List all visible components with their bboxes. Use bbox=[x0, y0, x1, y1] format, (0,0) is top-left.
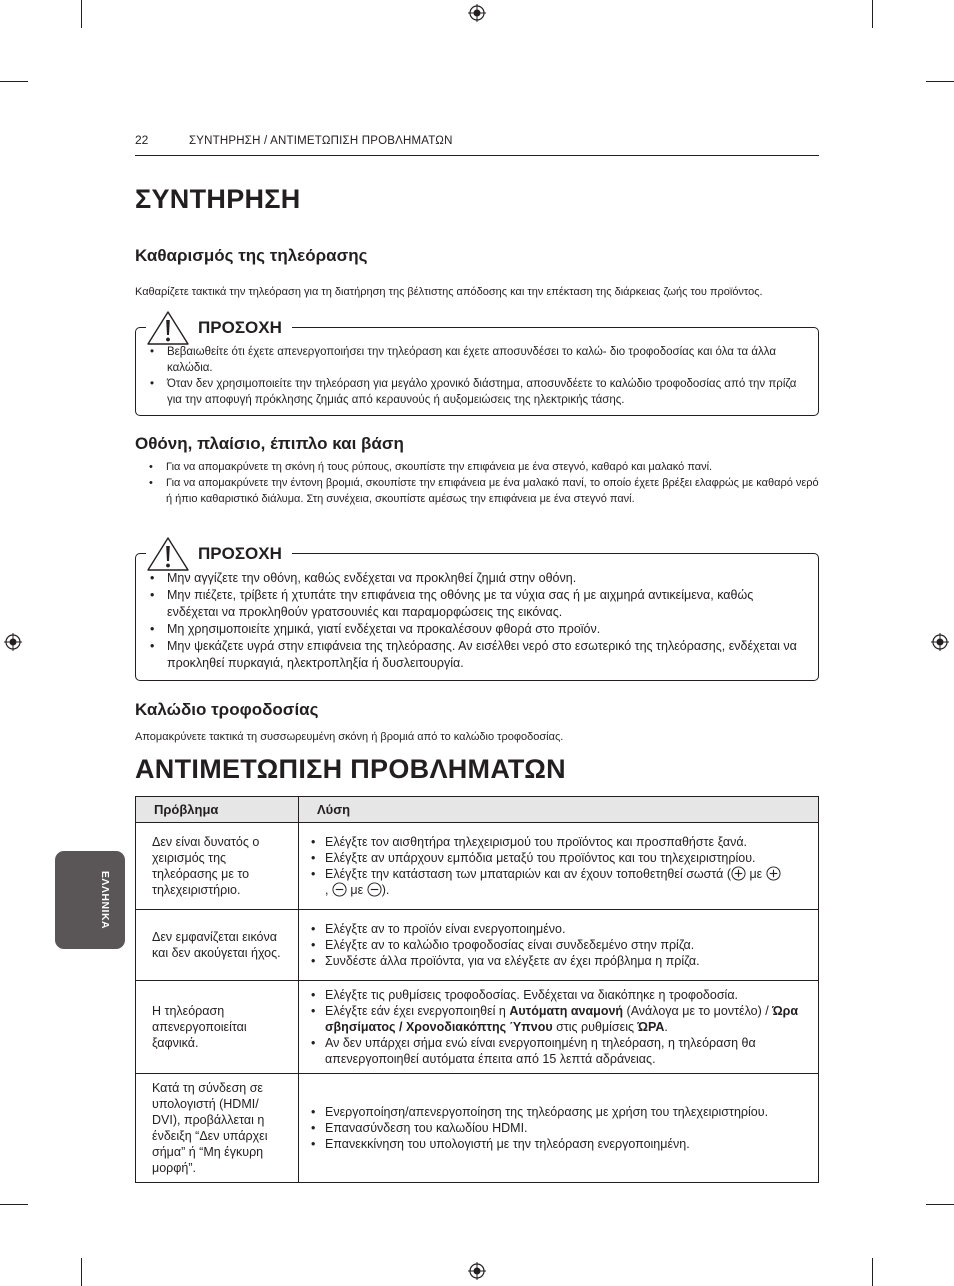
list-item: • Βεβαιωθείτε ότι έχετε απενεργοποιήσει την τηλεόραση και έχετε αποσυνδέσει το καλώ- διο τροφοδοσίας και όλα τα άλλα καλώδια. bbox=[150, 344, 806, 376]
maintenance-title: ΣΥΝΤΗΡΗΣΗ bbox=[135, 184, 301, 214]
page-number: 22 bbox=[135, 133, 149, 147]
language-tab-label: ΕΛΛΗΝΙΚΑ bbox=[99, 870, 111, 930]
list-item: • Ελέγξτε τον αισθητήρα τηλεχειρισμού του προϊόντος και προσπαθήστε ξανά. bbox=[311, 834, 808, 850]
caution-list bbox=[136, 554, 818, 680]
warning-triangle-icon bbox=[146, 310, 190, 346]
setting-name: Αυτόματη αναμονή bbox=[509, 1004, 624, 1018]
table-row bbox=[136, 823, 819, 910]
problem-cell: Η τηλεόραση απενεργοποιείται ξαφνικά. bbox=[136, 981, 299, 1074]
text-span: , bbox=[325, 883, 332, 897]
registration-mark-icon bbox=[468, 1262, 486, 1280]
crop-mark bbox=[0, 81, 28, 82]
solution-cell bbox=[299, 910, 819, 981]
warning-triangle-icon bbox=[146, 536, 190, 572]
screen-frame-list bbox=[135, 459, 819, 507]
text-span: ). bbox=[381, 883, 390, 897]
caution-label: ΠΡΟΣΟΧΗ bbox=[198, 318, 282, 337]
text-span: με bbox=[746, 867, 766, 881]
solution-cell bbox=[299, 823, 819, 910]
crop-mark bbox=[872, 0, 873, 28]
list-item: • Μην ψεκάζετε υγρά στην επιφάνεια της τηλεόρασης. Αν εισέλθει νερό στο εσωτερικό της τηλεόρασης, ενδέχεται να προκληθεί πυρκαγιά, ηλεκτροπληξία ή δυσλειτουργία. bbox=[150, 638, 806, 672]
solution-list bbox=[311, 987, 808, 1067]
text-span: Ελέγξτε την κατάσταση των μπαταριών και αν έχουν τοποθετηθεί σωστά ( bbox=[325, 867, 731, 881]
table-row bbox=[136, 981, 819, 1074]
list-item bbox=[311, 866, 808, 898]
registration-mark-icon bbox=[931, 633, 949, 651]
troubleshooting-table bbox=[135, 796, 819, 1183]
power-cord-heading: Καλώδιο τροφοδοσίας bbox=[135, 700, 319, 719]
power-cord-text: Απομακρύνετε τακτικά τη συσσωρευμένη σκόνη ή βρομιά από το καλώδιο τροφοδοσίας. bbox=[135, 731, 564, 743]
list-item: • Όταν δεν χρησιμοποιείτε την τηλεόραση για μεγάλο χρονικό διάστημα, αποσυνδέετε το καλώδιο τροφοδοσίας από την πρίζα για την αποφυγή πρόκλησης ζημιάς από κεραυνούς ή αυξομειώσεις της ηλεκτρικής τάσης. bbox=[150, 376, 806, 408]
crop-mark bbox=[0, 1204, 28, 1205]
caution-header bbox=[146, 308, 292, 348]
cleaning-heading: Καθαρισμός της τηλεόρασης bbox=[135, 246, 368, 265]
solution-cell bbox=[299, 1074, 819, 1183]
plus-terminal-icon bbox=[731, 866, 746, 881]
solution-cell bbox=[299, 981, 819, 1074]
language-tab bbox=[55, 851, 125, 949]
list-item: • Ελέγξτε αν το προϊόν είναι ενεργοποιημένο. bbox=[311, 921, 808, 937]
list-item: • Ελέγξτε τις ρυθμίσεις τροφοδοσίας. Ενδέχεται να διακόπηκε η τροφοδοσία. bbox=[311, 987, 808, 1003]
text-span: Ελέγξτε εάν έχει ενεργοποιηθεί η bbox=[325, 1004, 510, 1018]
solution-list bbox=[311, 834, 808, 898]
solution-list bbox=[311, 1104, 808, 1152]
caution-label: ΠΡΟΣΟΧΗ bbox=[198, 544, 282, 563]
list-item: • Επανεκκίνηση του υπολογιστή με την τηλεόραση ενεργοποιημένη. bbox=[311, 1136, 808, 1152]
minus-terminal-icon bbox=[332, 882, 347, 897]
list-item: • Συνδέστε άλλα προϊόντα, για να ελέγξετε αν έχει πρόβλημα η πρίζα. bbox=[311, 953, 808, 969]
header-divider bbox=[135, 155, 819, 156]
registration-mark-icon bbox=[468, 4, 486, 22]
list-item: • Για να απομακρύνετε τη σκόνη ή τους ρύπους, σκουπίστε την επιφάνεια με ένα στεγνό, καθαρό και μαλακό πανί. bbox=[135, 459, 819, 475]
list-item: • Για να απομακρύνετε την έντονη βρομιά, σκουπίστε την επιφάνεια με ένα μαλακό πανί, το οποίο έχετε βρέξει ελαφρώς με καθαρό νερό ή ήπιο καθαριστικό διάλυμα. Στη συνέχεια, σκουπίστε αμέσως την επιφάνεια με ένα στεγνό πανί. bbox=[135, 475, 819, 507]
crop-mark bbox=[81, 1258, 82, 1286]
text-span: στις ρυθμίσεις bbox=[552, 1020, 638, 1034]
troubleshooting-title: ΑΝΤΙΜΕΤΩΠΙΣΗ ΠΡΟΒΛΗΜΑΤΩΝ bbox=[135, 754, 566, 784]
list-item: • Ενεργοποίηση/απενεργοποίηση της τηλεόρασης με χρήση του τηλεχειριστηρίου. bbox=[311, 1104, 808, 1120]
cleaning-intro: Καθαρίζετε τακτικά την τηλεόραση για τη διατήρηση της βέλτιστης απόδοσης και την επέκταση της διάρκειας ζωής του προϊόντος. bbox=[135, 286, 763, 298]
list-item: • Μην αγγίζετε την οθόνη, καθώς ενδέχεται να προκληθεί ζημιά στην οθόνη. bbox=[150, 570, 806, 587]
problem-cell: Δεν εμφανίζεται εικόνα και δεν ακούγεται ήχος. bbox=[136, 910, 299, 981]
caution-box bbox=[135, 544, 819, 681]
list-item: • Μη χρησιμοποιείτε χημικά, γιατί ενδέχεται να προκαλέσουν φθορά στο προϊόν. bbox=[150, 621, 806, 638]
list-item bbox=[311, 1003, 808, 1035]
setting-name: ΏΡΑ bbox=[637, 1020, 665, 1034]
crop-mark bbox=[81, 0, 82, 28]
column-header-problem: Πρόβλημα bbox=[136, 797, 299, 823]
solution-list bbox=[311, 921, 808, 969]
screen-frame-heading: Οθόνη, πλαίσιο, έπιπλο και βάση bbox=[135, 434, 404, 453]
setting-name: Ώρα σβησίματος / Χρονοδιακόπτης Ύπνου bbox=[325, 1004, 799, 1034]
table-row bbox=[136, 1074, 819, 1183]
column-header-solution: Λύση bbox=[299, 797, 819, 823]
list-item: • Επανασύνδεση του καλωδίου HDMI. bbox=[311, 1120, 808, 1136]
list-item: • Αν δεν υπάρχει σήμα ενώ είναι ενεργοποιημένη η τηλεόραση, η τηλεόραση θα απενεργοποιηθεί αυτόματα έπειτα από 15 λεπτά αδράνειας. bbox=[311, 1035, 808, 1067]
list-item: • Μην πιέζετε, τρίβετε ή χτυπάτε την επιφάνεια της οθόνης με τα νύχια σας ή με αιχμηρά αντικείμενα, καθώς ενδέχεται να προκληθούν γρατσουνιές και παραμορφώσεις της εικόνας. bbox=[150, 587, 806, 621]
text-span: με bbox=[346, 883, 367, 897]
crop-mark bbox=[926, 81, 954, 82]
text-span: . bbox=[664, 1020, 668, 1034]
minus-terminal-icon bbox=[367, 882, 382, 897]
problem-cell: Κατά τη σύνδεση σε υπολογιστή (HDMI/ DVI), προβάλλεται η ένδειξη “Δεν υπάρχει σήμα” ή “Μη έγκυρη μορφή”. bbox=[136, 1074, 299, 1183]
list-item: • Ελέγξτε αν υπάρχουν εμπόδια μεταξύ του προϊόντος και του τηλεχειριστηρίου. bbox=[311, 850, 808, 866]
plus-terminal-icon bbox=[766, 866, 781, 881]
list-item: • Ελέγξτε αν το καλώδιο τροφοδοσίας είναι συνδεδεμένο στην πρίζα. bbox=[311, 937, 808, 953]
problem-cell: Δεν είναι δυνατός ο χειρισμός της τηλεόρασης με το τηλεχειριστήριο. bbox=[136, 823, 299, 910]
registration-mark-icon bbox=[4, 633, 22, 651]
table-row bbox=[136, 910, 819, 981]
text-span: (Ανάλογα με το μοντέλο) / bbox=[623, 1004, 773, 1018]
crop-mark bbox=[872, 1258, 873, 1286]
running-title: ΣΥΝΤΗΡΗΣΗ / ΑΝΤΙΜΕΤΩΠΙΣΗ ΠΡΟΒΛΗΜΑΤΩΝ bbox=[189, 135, 453, 147]
caution-header bbox=[146, 534, 292, 574]
table-header-row bbox=[136, 797, 819, 823]
crop-mark bbox=[926, 1204, 954, 1205]
caution-box bbox=[135, 318, 819, 416]
